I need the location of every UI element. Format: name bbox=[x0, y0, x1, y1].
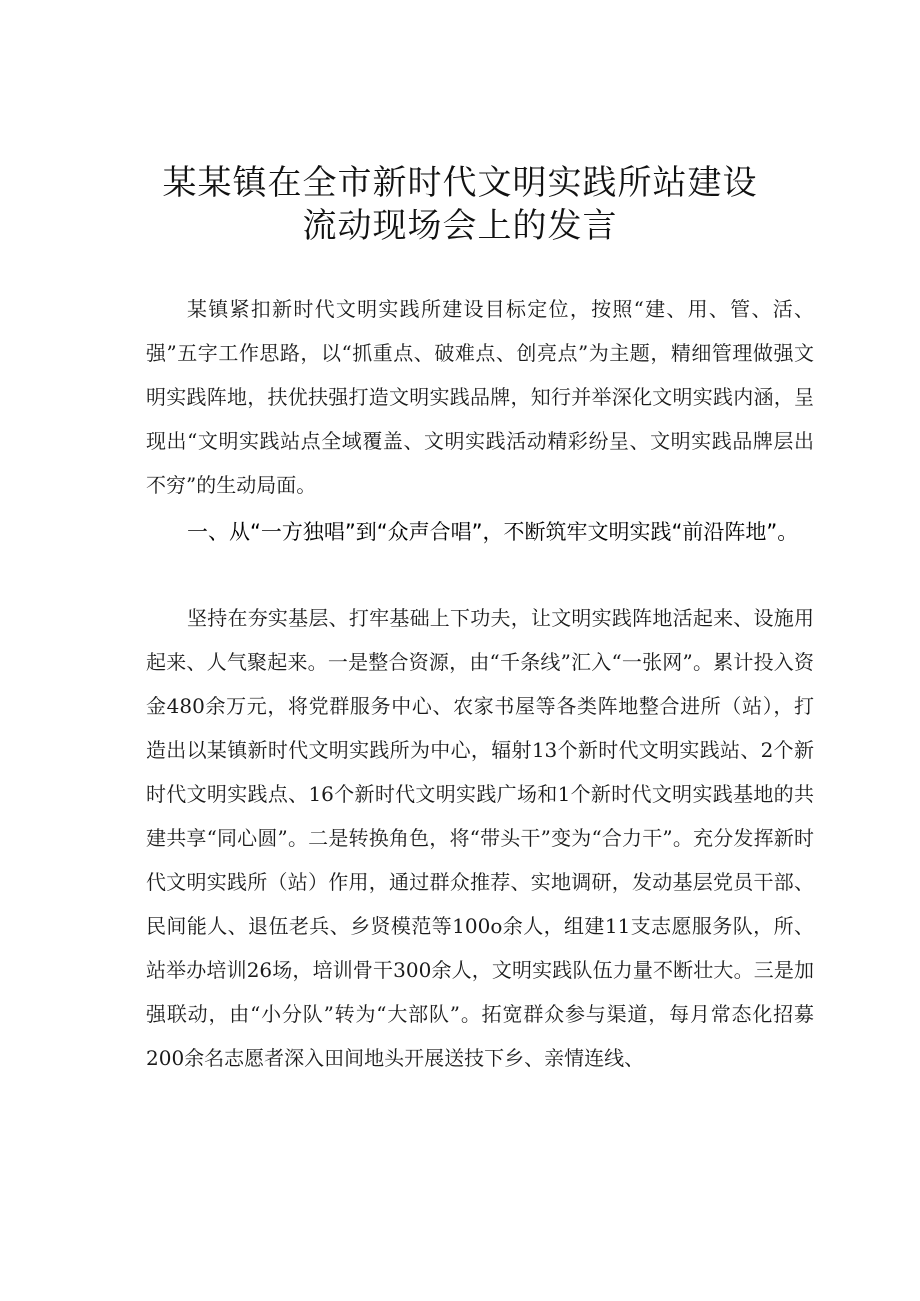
section-1-paragraph: 坚持在夯实基层、打牢基础上下功夫，让文明实践阵地活起来、设施用起来、人气聚起来。一是整合资源，由“千条线”汇入“一张网”。累计投入资金480余万元，将党群服务中心、农家书屋等各类阵地整合进所（站），打造出以某镇新时代文明实践所为中心，辐射13个新时代文明实践站、2个新时代文明实践点、16个新时代文明实践广场和1个新时代文明实践基地的共建共享“同心圆”。二是转换角色，将“带头干”变为“合力干”。充分发挥新时代文明实践所（站）作用，通过群众推荐、实地调研，发动基层党员干部、民间能人、退伍老兵、乡贤模范等100o余人，组建11支志愿服务队，所、站举办培训26场，培训骨干300余人，文明实践队伍力量不断壮大。三是加强联动，由“小分队”转为“大部队”。拓宽群众参与渠道，每月常态化招募200余名志愿者深入田间地头开展送技下乡、亲情连线、 bbox=[146, 606, 814, 1070]
intro-paragraph: 某镇紧扣新时代文明实践所建设目标定位，按照“建、用、管、活、强”五字工作思路，以“抓重点、破难点、创亮点”为主题，精细管理做强文明实践阵地，扶优扶强打造文明实践品牌，知行并举深化文明实践内涵，呈现出“文明实践站点全域覆盖、文明实践活动精彩纷呈、文明实践品牌层出不穷”的生动局面。 bbox=[146, 297, 814, 497]
document-title-line-2: 流动现场会上的发言 bbox=[302, 206, 618, 246]
document-title-line-1: 某某镇在全市新时代文明实践所站建设 bbox=[162, 163, 758, 203]
section-heading-1: 一、从“一方独唱”到“众声合唱”，不断筑牢文明实践“前沿阵地”。 bbox=[187, 520, 799, 544]
